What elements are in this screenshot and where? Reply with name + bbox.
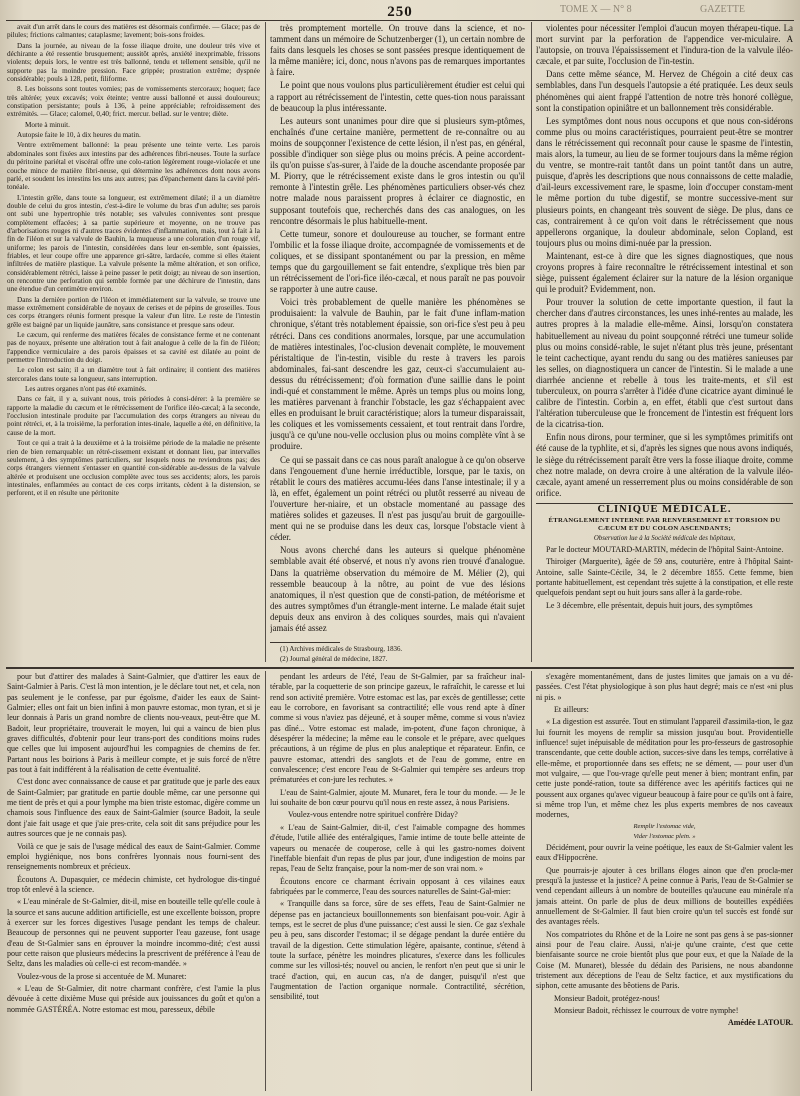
paragraph: Thiroiger (Marguerite), âgée de 59 ans, couturière, entre à l'hôpital Saint-Antoine, salle Sainte-Cécile, 34, le 2 décembre 1855. Cette femme, bien portante habituellement, est cependant très sujette à la constipation, et elle reste quelquefois pendant sept ou huit jours sans aller à la garde-robe. [536,557,793,598]
bottom-column-3 [536,672,793,1092]
paragraph: Voilà ce que je sais de l'usage médical des eaux de Saint-Galmier. Comme emploi hygiénique, nos bons confrères lyonnais nous fourni-sent des renseignements nombreux et précieux. [7,841,260,872]
clinic-subtitle: ÉTRANGLEMENT INTERNE PAR RENVERSEMENT ET TORSION DU CÆCUM ET DU COLON ASCENDANTS; [548,517,781,533]
column-3-body [536,672,793,1016]
clinic-note: Observation lue à la Société médicale des hôpitaux, [593,535,736,543]
paragraph: Remplir l'estomac vide, [633,822,696,830]
paragraph: Dans cette même séance, M. Hervez de Chégoin a cité deux cas semblables, dans l'un desquels l'autopsie a été pratiquée. Les deux seuls phénomènes qui aient frappé l'attention de notre très honoré collègue, sont la constipation opiniâtre et un ballonnement très considérable. [536,69,793,113]
paragraph: Les auteurs sont unanimes pour dire que si plusieurs sym-ptômes, enchaînés d'une certaine manière, permettent de re-connaître ou au moins de soupçonner l'existence de cette lésion, il n'est pas, en général, possible d'indiquer son siège plus ou moins précis. A peine accordent-ils qu'on puisse s'as-surer, à l'aide de la douche ascendante proposée par M. Piorry, que le rétrécissement existe dans le gros intestin ou qu'il remonte à l'intestin grêle. Les phénomènes particuliers obser-vés chez notre malade nous paraissent propres à éclairer ce diagnostic, en supposant toutefois que, recherchés dans des cas analogues, on les rencontre désormais le plus habituelle-ment. [270,115,525,226]
clinic-title: CLINIQUE MÉDICALE. [597,503,732,515]
paragraph: Nous avons cherché dans les auteurs si quelque phénomène semblable avait été observé, et nous n'y avons rien trouvé d'analogue. Dans la quatrième observation du mémoire de M. Mélier (2), qui ressemble beaucoup à la nôtre, au point de vue des lésions anatomiques, il n'est question que de consti-pation, de météorisme et des autres symptômes d'un étrangle-ment interne. Le malade était sujet depuis deux ans environ à des coliques sourdes, mais qui n'avaient jamais été assez [270,545,525,633]
paragraph: Écoutons encore ce charmant écrivain opposant à ces vilaines eaux fabriquées par le commerce, l'eau des sources naturelles de Saint-Gal-mier: [270,876,525,896]
paragraph: Ventre extrêmement ballonné: la peau présente une teinte verte. Les parois abdominales sont fixées aux intestins par des adhérences fibri-neuses. Toute la surface du péritoine pariétal et viscéral offre une colo-ration légèrement rouge-violacée et une couche mince de matière fibri-neuse, qui détermine les adhérences dont nous avons parlé, et soudent les intestins les uns aux autres; pas d'épanchement dans la cavité péri-tonéale. [7,141,260,192]
column-2-body [270,23,525,634]
paragraph: Le 3 décembre, elle présentait, depuis huit jours, des symptômes [546,600,753,610]
paragraph: Décidément, pour ouvrir la veine poétique, les eaux de St-Galmier valent les eaux d'Hippocrène. [536,842,793,863]
paragraph: « L'eau de Saint-Galmier, dit-il, c'est l'aimable compagne des hommes d'étude, l'utile alliée des entéralgiques, l'amie intime de toute belle atteinte de vapeurs ou menacée de couperose, celle à qui les gastro-nomes doivent l'ineffable bienfait d'un repas de plus par jour, d'une indigestion de moins par repas, l'eau de Seltz française, pour la nom-mer de son vrai nom. » [270,822,525,874]
column-3-body [536,23,793,499]
bottom-column-1 [7,672,260,1092]
header-rule [6,20,794,21]
paragraph: Les symptômes dont nous nous occupons et que nous con-sidérons comme plus ou moins caractéristiques, pourraient peut-être se montrer dans le rétrécissement qui reconnaît pour cause le spasme de l'intestin, mais alors, la tumeur, au lieu de se former toujours dans la même région du ventre, se montre-rait tantôt dans un point tantôt dans un autre, puisque, d'après les descriptions que nous connaissons de cette maladie, d'ail-leurs excessivement rare, le spasme, loin d'occuper constam-ment le même portion du tube digestif, se montre successive-ment sur plusieurs points, en changeant très souvent de siège. De plus, dans ce cas, contrairement à ce qu'on voit dans le rétrécissement que nous appellerons organique, la douleur abdominale, selon Copland, est toujours plus ou moins dimi-nuée par la pression. [536,115,793,248]
paragraph: « L'eau minérale de St-Galmier, dit-il, mise en bouteille telle qu'elle coule à la source et sans aucune addition artificielle, est une excellente boisson, propre à exercer sur les forces digestives l'usage pendant les temps de chaleur. Beaucoup de personnes qui ne peuvent supporter l'eau gazeuse, font usage d'eau de St-Galmier sans en éprouver la moindre incommo-dité; c'est aussi pour cette raison que plusieurs médecins la prescrivent de préférence à l'eau de Seltz, dans les maladies où celle-ci est recom-mandée. » [7,897,260,969]
paragraph: « Tranquille dans sa force, sûre de ses effets, l'eau de Saint-Galmier ne dépense pas en jactancieux bouillonnements son bienfaisant pou-voir. Agir à temps, est le secret de plus d'une puissance; c'est aussi le sien. Ce gaz s'exhale peu à peu, sans discorder l'estomac; il se dégage pendant la durée entière du travail de la digestion. Cette stimulation légère, apaisante, continue, s'étend à toute la surface, pénètre les moindres plicatures, s'exerce dans les follicules comme sur les villosi-tés; nouvel ou ancien, le renfort n'en peut que si unir le tracé d'action, qui, en aucun cas, n'a de danger, puisqu'il n'est que l'augmentation de l'action organique normale. Contractilité, sécrétion, sensibilité, tout [270,899,525,1002]
column-rule [265,22,266,662]
footnote: (2) Journal général de médecine, 1827. [280,656,388,664]
paragraph: « La digestion est assurée. Tout en stimulant l'appareil d'assimila-tion, le gaz lui fournit les moyens de remplir sa mission jusqu'au bout. Providentielle influence! sujet inépuisable de méditation pour les pro-fesseurs de gastrosophie transcendante, que cette double action, succes-sive dans les temps, corrélative à elle-même, et proportionnée dans ses effets; ne se dément, — pour user d'un mot vulgaire, — que l'ou-vrage qu'elle peut mener à bien; montrant enfin, par cette juste pondé-ration, toute sa différence avec les apéritifs factices qui ne poussent aux organes qu'avec vigueur beaucoup à faire pour ce qu'ils ont à faire, si même trop l'un, et même chez les plus experts membres de nos caveaux modernes, [536,717,793,820]
column-rule [265,671,266,1091]
footnote: (1) Archives médicales de Strasbourg, 1836. [280,646,403,654]
top-column-1 [7,23,260,664]
paragraph: Maintenant, est-ce à dire que les signes diagnostiques, que nous croyons propres à faire reconnaître le rétrécissement intestinal et son siège, puissent également éclairer sur la nature de la lésion organique qui le produit? Evidemment, non. [536,250,793,295]
paragraph: très promptement mortelle. On trouve dans la science, et no-tamment dans un mémoire de Schutzenberger (1), un certain nombre de faits dans lesquels les choses se sont passées presque identiquement de la même manière; ici, donc, nous n'avons pas de remarques importantes à faire. [270,23,525,78]
bottom-column-2 [270,672,525,1092]
paragraph: Voulez-vous entendre notre spirituel confrère Diday? [288,810,458,820]
column-rule [531,671,532,1091]
paragraph: pour but d'attirer des malades à Saint-Galmier, que d'attirer les eaux de Saint-Galmier à Paris. C'est là mon intention, je le déclare tout net, et cela, non pas seulement je le confesse, par pur égoïsme, d'aider les eaux de Saint-Galmier; elles ont fait un bien infini à mon pauvre estomac, mon tyran, et si je leur donnais à Paris un grand nombre de clients nou-veaux, peut-être que M. Badoit, leur propriétaire, trouverait le moyen, lui qui a vaincu de bien plus graves difficultés, d'obtenir pour leur trans-port des conditions moins rudes que celles que lui imposent aujourd'hui les compagnies de chemins de fer. Partant nous les boirions à Paris à meilleur compte, et je suis forcé de n'être pas tout à fait indifférent à la réalisation de cette éventualité. [7,672,260,775]
paragraph: Les autres organes n'ont pas été examinés. [25,385,147,394]
paragraph: Le point que nous voulons plus particulièrement étudier est celui qui a rapport au rétrécissement de l'intestin, cette ques-tion nous paraissant de beaucoup la plus intéressante. [270,80,525,113]
paragraph: pendant les ardeurs de l'été, l'eau de St-Galmier, par sa fraîcheur inal-térable, par la coquetterie de son principe gazeux, le rafraîchit, le caresse et lui rend son activité première. Votre estomac est las, par excès de gentillesse; cette eau le corrobore, en favorisant sa contractilité; elle vous rend apte à dîner comme si vous n'aviez pas déjeuné, et à souper même, comme si vous n'aviez pas dîné... Votre estomac est malade, im-potent, d'une façon chronique, à désespérer la médecine; la même eau le console et le prépare, avec quelques précautions, à un régime de plus en plus analeptique et réparateur. Enfin, ce pauvre estomac, attendri des sanglots et de l'eau de gomme, entre en convalescence; c'est encore l'eau de St-Galmier qui tempère ses ardeurs trop prématurées et con-jure les rechutes. » [270,672,525,785]
paragraph: Dans la dernière portion de l'iléon et immédiatement sur la valvule, se trouve une masse extrêmement considérable de noyaux de cerises et de pépins de groseilles. Tous ces corps étrangers réunis forment presque la valeur d'un litre. Le reste de l'intestin grêle est baigné par un liquide jaunâtre, sans consistance et presque sans odeur. [7,295,260,329]
show-through-header-right: GAZETTE [700,4,745,15]
paragraph: Écoutons A. Dupasquier, ce médecin chimiste, cet hydrologue dis-tingué trop tôt enlevé à la science. [7,874,260,894]
paragraph: Morte à minuit. [25,120,70,129]
paragraph: « L'eau de St-Galmier, dit notre charmant confrère, c'est l'amie la plus dévouée à cette dixième Muse qui préside aux jouissances du goût et qu'on a nommée GASTÉRÉA. Notre estomac est mou, paresseux, débile [7,983,260,1014]
paragraph: Voici très probablement de quelle manière les phénomènes se produisaient: la valvule de Bauhin, par le fait d'une inflam-mation chronique, s'étant très notablement épaissie, son ori-fice s'est peu à peu rétréci. Dans ces conditions anormales, lorsque, par une accumulation de matières intestinales, l'oc-clusion devenait complète, le mouvement péristaltique de l'in-testin, visible du reste à travers les parois abdominales, fai-sant descendre les gaz, ceux-ci s'accumulaient au-dessus du rétrécissement; d'où formation d'une saillie dans le point indi-qué et constamment le même. Après un temps plus ou moins long, les matières parvenant à franchir l'obstacle, les gaz s'échappaient avec elles en produisant le bruit caractéristique; alors la tumeur disparaissait, les coliques et les vomissements cessaient, et tout rentrait dans l'ordre, jusqu'à ce qu'une nou-velle occlusion plus ou moins complète vînt à se produire. [270,297,525,452]
paragraph: Pour trouver la solution de cette importante question, il faut la chercher dans d'autres circonstances, les unes inhé-rentes au malade, les autres propres à la maladie elle-même. Ainsi, lorsqu'on constatera habituellement au niveau du point soupçonné rétréci une tumeur solide plus ou moins considé-rable, le sujet n'étant plus très jeune, présentant le teint cachectique, ayant rendu du sang ou des matières sanieuses par les selles, on diagnostiquera un cancer de l'intestin. Si le malade a une diarrhée ancienne et rebelle à tous les traite-ments, et s'il est tuberculeux, on pourra s'arrêter à l'idée d'une cicatrice ayant diminué le calibre de l'intestin. Corbin a, en effet, établi que c'est surtout dans l'altération tuberculeuse que le froncement de l'intestin est fréquent lors de la cicatrisa-tion. [536,297,793,430]
paragraph: Le colon est sain; il a un diamètre tout à fait ordinaire; il contient des matières stercorales dans toute sa longueur, sans interruption. [7,366,260,383]
paragraph: L'intestin grêle, dans toute sa longueur, est extrêmement dilaté; il a un diamètre double de celui du gros intestin, c'est-à-dire le volume du bras d'un adulte; ses parois ont subi une hypertrophie très notable; ses valvules conniventes sont presque complètement effacées; à sa partie supérieure et moyenne, on ne trouve pas d'arborisations rouges ni d'autres traces évidentes d'inflammation, mais, tout à fait à la fin de l'iléon et sur la valvule de Bauhin, la muqueuse a une coloration d'un rouge vif, uniforme; les parois de l'intestin, considérées dans leur en-semble, sont épaissies, friables, et leur coupe offre une apparence gri-sâtre, lardacée, comme si elles étaient infiltrées de matière plastique. La valvule présente la même altération, et son orifice, considérablement rétréci, laisse à peine passer le petit doigt; au niveau de son insertion, on rencontre une perforation qui semble formée par une déchirure de l'intestin, dans une étendue d'un centimètre environ. [7,193,260,294]
paragraph: Ce qui se passait dans ce cas nous paraît analogue à ce qu'on observe dans l'engouement d'une hernie irréductible, lorsque, par le taxis, on rétablit le cours des matières accumu-lées dans l'anse intestinale; il y a là, en effet, également un point rétréci ou plutôt resserré au niveau de l'ouverture her-niaire, et un obstacle momentané au passage des matières solides et gazeuses. Il n'est pas jusqu'au bruit de gargouille-ment qui ne se produise dans les deux cas, lorsque l'obstacle vient à céder. [270,454,525,543]
paragraph: Autopsie faite le 10, à dix heures du matin. [17,131,141,140]
fold-rule [6,667,794,669]
signature: Amédée LATOUR. [727,1018,793,1028]
column-rule [531,22,532,662]
footnotes [270,646,525,664]
paragraph: violentes pour nécessiter l'emploi d'aucun moyen thérapeu-tique. La mort survint par la perforation de l'appendice ver-miculaire. A l'autopsie, on trouva l'épaississement et l'indura-tion de la valvule iléo-cæcale, et par suite, l'occlusion de l'in-testin. [536,23,793,67]
section-rule [536,503,793,504]
top-column-3 [536,23,793,664]
footnote-rule [270,642,340,643]
clinic-byline: Par le docteur MOUTARD-MARTIN, médecin de l'hôpital Saint-Antoine. [546,545,784,555]
paragraph: Monsieur Badoit, réchissez le courroux de votre nymphe! [554,1005,739,1015]
paragraph: Monsieur Badoit, protégez-nous! [554,993,660,1003]
paragraph: Vider l'estomac plein. » [633,832,696,840]
paragraph: Le cæcum, qui renferme des matières fécales de consistance ferme et ne contenant pas de noyaux, présente une altération tout à fait analogue à celle de la fin de l'iléon; l'appendice vermiculaire a des parois épaisses et sa cavité est dilatée au point de permettre l'introduction du doigt. [7,331,260,365]
paragraph: Dans ce fait, il y a, suivant nous, trois périodes à consi-dérer: à la première se rapporte la maladie du cæcum et le rétrécissement de l'orifice iléo-cæcal; à la seconde, l'occlusion intestinale produite par l'accumulation des corps étrangers au niveau du point rétréci, et, à la troisième, la perforation intes-tinale, laquelle a été, en définitive, la cause de la mort. [7,395,260,437]
paragraph: Tout ce qui a trait à la deuxième et à la troisième période de la maladie ne présente rien de bien remarquable: un rétré-cissement existant et donnant lieu, par intervalles seulement, à des symptômes particuliers, sur lesquels nous ne reviendrons pas; des corps étrangers viennent s'entasser en quantité con-sidérable au-dessus de la valvule altérée et produisent une occlusion complète avec tous ses accidents; alors, les parois intestinales, enflammées au contact de ces corps irritants, cèdent à la distension, se perforent, et il en résulte une péritonite [7,439,260,498]
clinic-body [536,557,793,611]
paragraph: Dans la journée, au niveau de la fosse iliaque droite, une douleur très vive et déchirante a été ressentie brusquement; aussitôt après, anxiété inexprimable, frissons violents; depuis lors, le ventre est très ballonné, tendu et tellement sensible, qu'il ne supporte pas la moindre pression. Face grippée; prostration extrême; dyspnée considérable; pouls à 128, petit, filiforme. [7,41,260,84]
paragraph: Cette tumeur, sonore et douloureuse au toucher, se formant entre l'ombilic et la fosse iliaque droite, accompagnée de vomissements et de coliques, et se dissipant spontanément ou par la pression, en même temps que du gargouillement se fait entendre, s'explique très bien par un rétrécissement de l'ori-fice iléo-cæcal, et nous paraît ne pas pouvoir se rapporter à une autre cause. [270,228,525,295]
paragraph: Enfin nous dirons, pour terminer, que si les symptômes primitifs ont été cause de la typhlite, et si, d'après les signes que nous avons indiqués, le siège du rétrécissement paraît être vers la fosse iliaque droite, comme chez notre malade, on devra croire à une altération de la valvule iléo-cæcale, ayant amené un resserrement plus ou moins considérable de son orifice. [536,432,793,498]
page-number: 250 [387,4,413,20]
top-column-2 [270,23,525,664]
paragraph: Que pourrais-je ajouter à ces brillans éloges ainon que d'en procla-mer presqu'à la justesse et la justice? A peine connue à Paris, l'eau de St-Galmier se vend cependant ailleurs à un nombre de bouteilles qu'aucune eau minérale n'a jamais atteint. On parle de plus de deux millions de bouteilles expédiées annuellement de St-Galmier. Il faut bien croire qu'un tel succès est fondé sur des avantages réels. [536,865,793,927]
paragraph: L'eau de Saint-Galmier, ajoute M. Munaret, fera le tour du monde. — Je le lui souhaite de bon cœur pourvu qu'il nous en reste assez, à nous Parisiens. [270,787,525,808]
paragraph: avait d'un arrêt dans le cours des matières est désormais confirmée. — Glace; pas de pilules; frictions calmantes; cataplasme; lavement; bois-sons froides. [7,23,260,40]
paragraph: Et ailleurs: [554,705,589,715]
paragraph: C'est donc avec connaissance de cause et par gratitude que je parle des eaux de Saint-Galmier; par gratitude en partie double même, car une personne qui me tient de près et qui a pour lymphe ma bien triste estomac, digère comme un chamois sous l'influence des eaux de Saint-Galmier (source Badoit, la seule dont j'aie fait usage et que j'aie pres-crite, cela soit dit sans préjudice pour les autres sources que je ne connais pas). [7,777,260,839]
show-through-header-left: TOME X — N° 8 [560,4,632,15]
paragraph: 8. Les boissons sont toutes vomies; pas de vomissements stercoraux; hoquet; face très altérée; yeux excavés; voix éteinte; ventre aussi ballonné et aussi douloureux; constipation persistante; pouls à 136, à peine appréciable; refroidissement des extrémités. — Glace; calomel, 0,40; frict. mercur. bellad. sur le ventre; diète. [7,85,260,119]
paragraph: s'exagère momentanément, dans de justes limites que jamais on a vu dé-passées. C'est l'état physiologique à son plus haut degré; mais ce n'est «ni plus ni pis. » [536,672,793,702]
paragraph: Voulez-vous de la prose si accentuée de M. Munaret: [17,971,187,981]
paragraph: Nos compatriotes du Rhône et de la Loire ne sont pas gens à se pas-sionner ainsi pour de l'eau claire. Aussi, n'ai-je qu'une crainte, c'est que cette bienfaisante source ne croie bientôt plus que pour eux, et que la Naïade de la Coise (M. Munaret), blessée du dédain des Parisiens, ne nous abandonne tristement aux déceptions de l'eau de Seltz factice, et aux mystifications du siphon, cette amusante des bêotiens de Paris. [536,929,793,991]
